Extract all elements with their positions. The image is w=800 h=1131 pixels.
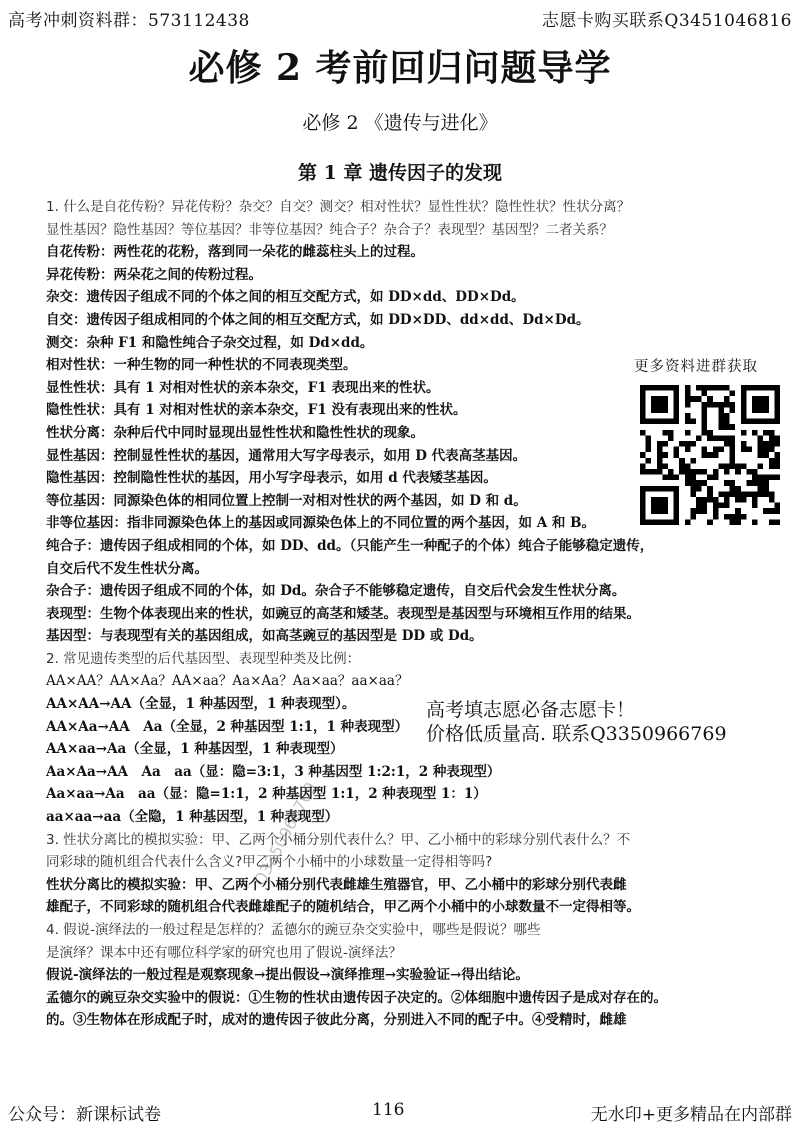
text-line: 杂合子：遗传因子组成不同的个体，如 Dd。杂合子不能够稳定遗传，自交后代会发生性状分离。 — [46, 583, 626, 600]
promo-overlay — [424, 698, 729, 746]
text-line: 纯合子：遗传因子组成相同的个体，如 DD、dd。（只能产生一种配子的个体）纯合子能够稳定遗传， — [46, 537, 654, 554]
text-line: 等位基因：同源染色体的相同位置上控制一对相对性状的两个基因，如 D 和 d。 — [46, 492, 527, 509]
header-contact-info: 志愿卡购买联系Q3451046816 — [541, 11, 792, 31]
document-body — [46, 196, 776, 1032]
text-line: 相对性状：一种生物的同一种性状的不同表现类型。 — [46, 357, 357, 374]
text-line: 测交：杂种 F1 和隐性纯合子杂交过程，如 Dd×dd。 — [46, 334, 374, 351]
question-line: 显性基因？隐性基因？等位基因？非等位基因？纯合子？杂合子？表现型？基因型？二者关系？ — [46, 221, 613, 238]
text-line: AA×aa→Aa（全显，1 种基因型，1 种表现型） — [46, 741, 344, 758]
text-line: 假说-演绎法的一般过程是观察现象→提出假设→演绎推理→实验验证→得出结论。 — [46, 967, 529, 984]
text-line: 性状分离比的模拟实验：甲、乙两个小桶分别代表雌雄生殖器官，甲、乙小桶中的彩球分别代表雌 — [46, 876, 627, 893]
text-line: 显性性状：具有 1 对相对性状的亲本杂交，F1 表现出来的性状。 — [46, 379, 440, 396]
text-line: Aa×aa→Aa aa（显：隐=1:1，2 种基因型 1:1，2 种表现型 1：1） — [46, 786, 487, 803]
header-group-info: 高考冲刺资料群：573112438 — [8, 11, 250, 31]
text-line: 隐性基因：控制隐性性状的基因，用小写字母表示，如用 d 代表矮茎基因。 — [46, 470, 497, 487]
text-line: 显性基因：控制显性性状的基因，通常用大写字母表示，如用 D 代表高茎基因。 — [46, 447, 527, 464]
text-line: 非等位基因：指非同源染色体上的基因或同源染色体上的不同位置的两个基因，如 A 和 B。 — [46, 515, 595, 532]
text-line: 基因型：与表现型有关的基因组成，如高茎豌豆的基因型是 DD 或 Dd。 — [46, 628, 483, 645]
text-line: 隐性性状：具有 1 对相对性状的亲本杂交，F1 没有表现出来的性状。 — [46, 402, 467, 419]
question-line: 同彩球的随机组合代表什么含义?甲乙两个小桶中的小球数量一定得相等吗? — [46, 854, 493, 871]
qr-code-icon[interactable] — [640, 385, 780, 525]
text-line: aa×aa→aa（全隐，1 种基因型，1 种表现型） — [46, 809, 339, 826]
page-number: 116 — [372, 1100, 405, 1120]
text-line: 自交后代不发生性状分离。 — [46, 560, 208, 577]
text-line: AA×AA→AA（全显，1 种基因型，1 种表现型）。 — [46, 696, 356, 713]
text-line: 表现型：生物个体表现出来的性状，如豌豆的高茎和矮茎。表现型是基因型与环境相互作用的结果。 — [46, 605, 640, 622]
text-line: AA×AA？AA×Aa？AA×aa？Aa×Aa？Aa×aa？aa×aa？ — [46, 673, 409, 690]
watermark-text: Q3350966769 — [250, 778, 321, 889]
text-line: 自交：遗传因子组成相同的个体之间的相互交配方式，如 DD×DD、dd×dd、Dd×Dd。 — [46, 311, 590, 328]
question-line: 1. 什么是自花传粉？异花传粉？杂交？自交？测交？相对性状？显性性状？隐性性状？性状分离？ — [46, 199, 631, 215]
page-subtitle: 必修 2 《遗传与进化》 — [302, 112, 498, 134]
promo-line-1: 高考填志愿必备志愿卡！ — [426, 699, 636, 721]
page-title: 必修 2 考前回归问题导学 — [188, 47, 612, 89]
text-line: 杂交：遗传因子组成不同的个体之间的相互交配方式，如 DD×dd、DD×Dd。 — [46, 289, 525, 306]
question-line: 2. 常见遗传类型的后代基因型、表现型种类及比例： — [46, 650, 361, 667]
text-line: 孟德尔的豌豆杂交实验中的假说：①生物的性状由遗传因子决定的。②体细胞中遗传因子是成对存在的。 — [46, 989, 667, 1006]
promo-line-2: 价格低质量高. 联系Q3350966769 — [426, 723, 727, 745]
text-line: 异花传粉：两朵花之间的传粉过程。 — [46, 266, 262, 283]
question-line: 3. 性状分离比的模拟实验：甲、乙两个小桶分别代表什么？甲、乙小桶中的彩球分别代表什么？不 — [46, 831, 631, 848]
question-line: 4. 假说-演绎法的一般过程是怎样的？孟德尔的豌豆杂交实验中，哪些是假说？哪些 — [46, 922, 541, 938]
footer-account: 公众号：新课标试卷 — [8, 1105, 161, 1125]
text-line: 自花传粉：两性花的花粉，落到同一朵花的雌蕊柱头上的过程。 — [46, 244, 424, 261]
question-line: 是演绎？课本中还有哪位科学家的研究也用了假说-演绎法？ — [46, 944, 402, 961]
text-line: 的。③生物体在形成配子时，成对的遗传因子彼此分离，分别进入不同的配子中。④受精时，雌雄 — [46, 1012, 627, 1029]
text-line: 雄配子，不同彩球的随机组合代表雌雄配子的随机结合，甲乙两个小桶中的小球数量不一定得相等。 — [46, 899, 640, 916]
text-line: Aa×Aa→AA Aa aa（显：隐=3:1，3 种基因型 1:2:1，2 种表现型） — [46, 763, 501, 780]
qr-caption: 更多资料进群获取 — [634, 359, 758, 375]
text-line: 性状分离：杂种后代中同时显现出显性性状和隐性性状的现象。 — [46, 424, 424, 441]
chapter-heading: 第 1 章 遗传因子的发现 — [297, 162, 503, 184]
text-line: AA×Aa→AA Aa（全显，2 种基因型 1:1，1 种表现型） — [46, 718, 409, 735]
footer-note: 无水印+更多精品在内部群 — [590, 1105, 792, 1125]
